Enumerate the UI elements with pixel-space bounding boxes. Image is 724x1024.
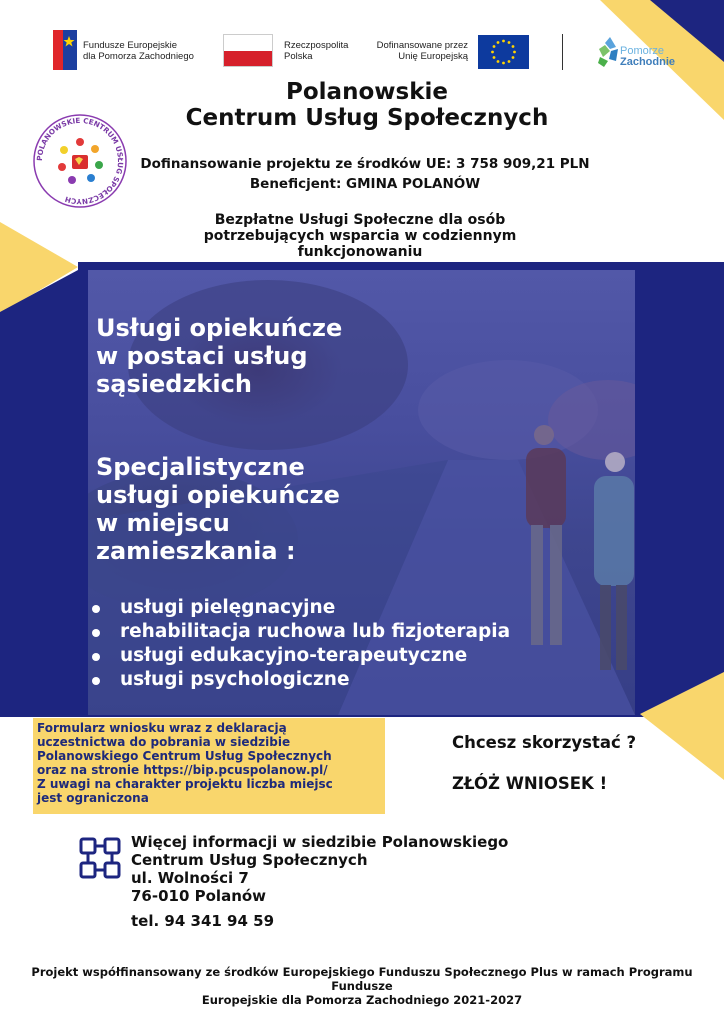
list-item: usługi edukacyjno-terapeutyczne (88, 644, 510, 668)
list-item: usługi pielęgnacyjne (88, 596, 510, 620)
eu-flag-icon (478, 35, 529, 69)
service-heading-neighbour-care: Usługi opiekuńcze w postaci usług sąsiedzkich (96, 314, 343, 398)
page-title (150, 79, 584, 131)
pcus-badge (31, 112, 129, 210)
polish-flag-icon (223, 34, 273, 67)
cta-question: Chcesz skorzystać ? (452, 733, 637, 752)
list-item: usługi psychologiczne (88, 668, 510, 692)
contact-phone[interactable]: tel. 94 341 94 59 (131, 912, 275, 930)
list-item: rehabilitacja ruchowa lub fizjoterapia (88, 620, 510, 644)
badge-ring-text: POLANOWSKIE CENTRUM USŁUG SPOŁECZNYCH (34, 115, 126, 207)
contact-info: Więcej informacji w siedzibie Polanowskiego Centrum Usług Społecznych ul. Wolności 7 76-010 Polanów (131, 833, 509, 905)
bullet-icon (92, 629, 100, 637)
form-note-box (33, 718, 385, 814)
beneficiary: Beneficjent: GMINA POLANÓW (249, 176, 481, 192)
funding-info (130, 154, 600, 194)
services-subtitle: Bezpłatne Usługi Społeczne dla osób potrzebujących wsparcia w codziennym funkcjonowaniu (203, 212, 517, 260)
fe-flag-icon (53, 30, 77, 70)
service-list (88, 596, 510, 692)
bullet-icon (92, 677, 100, 685)
handshake-icon (78, 836, 122, 880)
right-yellow-triangle (640, 672, 724, 782)
fe-logo-label: Fundusze Europejskie dla Pomorza Zachodniego (83, 40, 194, 62)
photo-panel (88, 270, 635, 715)
pomorze-zachodnie-logo (596, 35, 686, 71)
form-note-text: Formularz wniosku wraz z deklaracją uczestnictwa do pobrania w siedzibie Polanowskiego Centrum Usług Społecznych oraz na stronie https://bip.pcuspolanow.pl/ Z uwagi na charakter projektu liczba miejsc jest ograniczona (33, 718, 385, 808)
ue-logo-label: Dofinansowane przez Unię Europejską (376, 40, 468, 62)
funding-amount: Dofinansowanie projektu ze środków UE: 3 758 909,21 PLN (140, 156, 590, 172)
service-heading-specialist-care: Specjalistyczne usługi opiekuńcze w miejscu zamieszkania : (96, 453, 340, 565)
pcus-badge-icon (31, 112, 129, 210)
cta-action: ZŁÓŻ WNIOSEK ! (452, 774, 608, 793)
bip-link[interactable]: oraz na stronie https://bip.pcuspolanow.pl/ (37, 763, 328, 777)
bullet-icon (92, 653, 100, 661)
bullet-icon (92, 605, 100, 613)
title-line-1: Polanowskie (286, 79, 448, 105)
pz-logo-label: Pomorze Zachodnie (620, 45, 676, 68)
rp-logo-label: Rzeczpospolita Polska (284, 40, 349, 62)
logo-divider (562, 34, 563, 70)
title-line-2: Centrum Usług Społecznych (185, 105, 549, 131)
footer-note: Projekt współfinansowany ze środków Europejskiego Funduszu Społecznego Plus w ramach Programu Fundusze Europejskie dla Pomorza Zachodniego 2021-2027 (31, 965, 693, 1007)
fe-logo (53, 30, 77, 70)
